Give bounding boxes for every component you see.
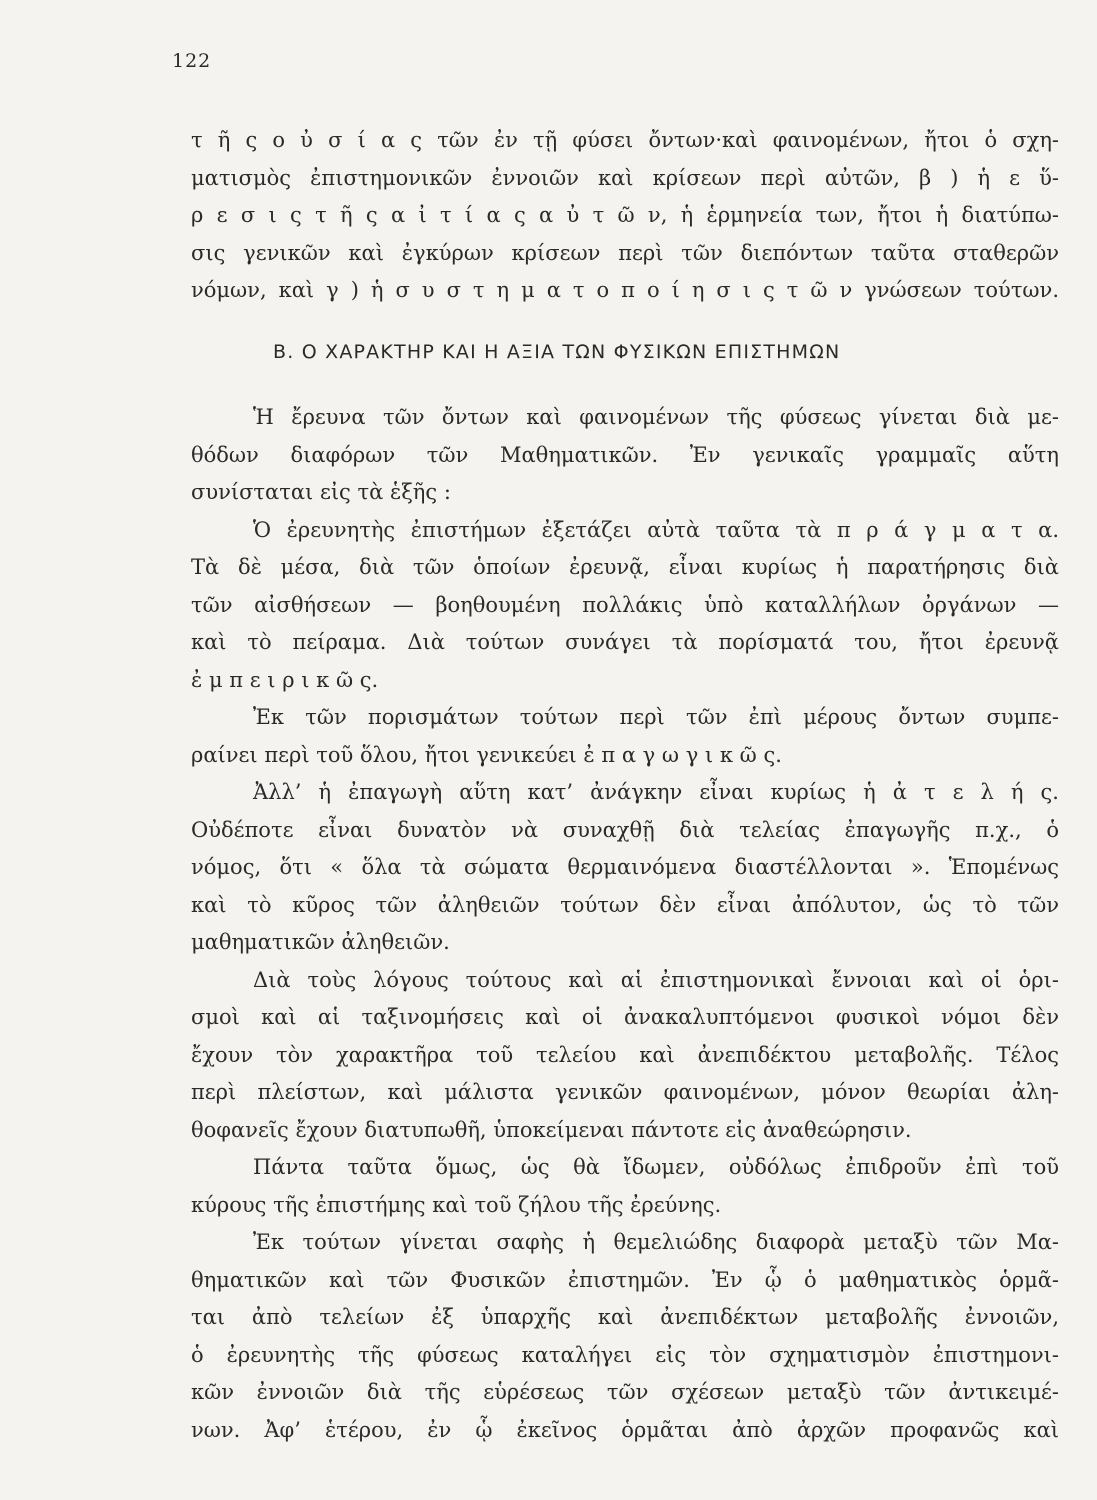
text-line: Ἐκ τῶν πορισμάτων τούτων περὶ τῶν ἐπὶ μέρους ὄντων συμπε- [253, 705, 1059, 730]
text-line: θόδων διαφόρων τῶν Μαθηματικῶν. Ἐν γενικαῖς γραμμαῖς αὕτη [191, 442, 1059, 467]
text-line: συνίσταται εἰς τὰ ἑξῆς : [191, 480, 451, 505]
text-line: ματισμὸς ἐπιστημονικῶν ἐννοιῶν καὶ κρίσεων περὶ αὐτῶν, β ) ἡ ε ὕ- [191, 165, 1059, 190]
text-line: Ἐκ τούτων γίνεται σαφὴς ἡ θεμελιώδης διαφορὰ μεταξὺ τῶν Μα- [253, 1230, 1059, 1255]
text-line: καὶ τὸ κῦρος τῶν ἀληθειῶν τούτων δὲν εἶναι ἀπόλυτον, ὡς τὸ τῶν [191, 892, 1059, 917]
text-line: μαθηματικῶν ἀληθειῶν. [191, 930, 450, 955]
text-block [191, 122, 1059, 1449]
text-line: νων. Ἀφ’ ἑτέρου, ἐν ᾧ ἐκεῖνος ὁρμᾶται ἀπὸ ἀρχῶν προφανῶς καὶ [191, 1417, 1059, 1442]
text-line: νόμος, ὅτι « ὅλα τὰ σώματα θερμαινόμενα διαστέλλονται ». Ἑπομένως [191, 855, 1059, 880]
section-heading: Β. Ο ΧΑΡΑΚΤΗΡ ΚΑΙ Η ΑΞΙΑ ΤΩΝ ΦΥΣΙΚΩΝ ΕΠΙΣΤΗΜΩΝ [273, 340, 841, 363]
text-line: θοφανεῖς ἔχουν διατυπωθῆ, ὑποκείμεναι πάντοτε εἰς ἀναθεώρησιν. [191, 1117, 912, 1142]
text-line: τ ῆ ς ο ὐ σ ί α ς τῶν ἐν τῇ φύσει ὄντων·καὶ φαινομένων, ἤτοι ὁ σχη- [191, 128, 1059, 152]
text-line: Τὰ δὲ μέσα, διὰ τῶν ὁποίων ἐρευνᾷ, εἶναι κυρίως ἡ παρατήρησις διὰ [191, 555, 1059, 580]
text-line: νόμων, καὶ γ ) ἡ σ υ σ τ η μ α τ ο π ο ί η σ ι ς τ ῶ ν γνώσεων τούτων. [191, 278, 1059, 302]
text-line: περὶ πλείστων, καὶ μάλιστα γενικῶν φαινομένων, μόνον θεωρίαι ἀλη- [191, 1080, 1059, 1105]
text-line: ται ἀπὸ τελείων ἐξ ὑπαρχῆς καὶ ἀνεπιδέκτων μεταβολῆς ἐννοιῶν, [191, 1305, 1059, 1330]
body-paragraphs [191, 399, 1059, 1449]
text-line: ἔχουν τὸν χαρακτῆρα τοῦ τελείου καὶ ἀνεπιδέκτου μεταβολῆς. Τέλος [191, 1042, 1059, 1067]
text-line: Ἡ ἔρευνα τῶν ὄντων καὶ φαινομένων τῆς φύσεως γίνεται διὰ με- [253, 405, 1059, 430]
text-line: Διὰ τοὺς λόγους τούτους καὶ αἱ ἐπιστημονικαὶ ἔννοιαι καὶ οἱ ὁρι- [253, 967, 1059, 992]
text-line: ὁ ἐρευνητὴς τῆς φύσεως καταλήγει εἰς τὸν σχηματισμὸν ἐπιστημονι- [191, 1342, 1059, 1367]
text-line: σμοὶ καὶ αἱ ταξινομήσεις καὶ οἱ ἀνακαλυπτόμενοι φυσικοὶ νόμοι δὲν [191, 1005, 1059, 1030]
text-line: Ὁ ἐρευνητὴς ἐπιστήμων ἐξετάζει αὐτὰ ταῦτα τὰ π ρ ά γ μ α τ α. [253, 517, 1059, 542]
text-line: σις γενικῶν καὶ ἐγκύρων κρίσεων περὶ τῶν διεπόντων ταῦτα σταθερῶν [191, 240, 1059, 265]
text-line: Οὐδέποτε εἶναι δυνατὸν νὰ συναχθῇ διὰ τελείας ἐπαγωγῆς π.χ., ὁ [191, 817, 1059, 842]
text-line: καὶ τὸ πείραμα. Διὰ τούτων συνάγει τὰ πορίσματά του, ἤτοι ἐρευνᾷ [191, 630, 1059, 655]
text-line: θηματικῶν καὶ τῶν Φυσικῶν ἐπιστημῶν. Ἐν ᾧ ὁ μαθηματικὸς ὁρμᾶ- [191, 1267, 1059, 1292]
text-line: Πάντα ταῦτα ὅμως, ὡς θὰ ἴδωμεν, οὐδόλως ἐπιδροῦν ἐπὶ τοῦ [253, 1155, 1059, 1180]
intro-paragraph [191, 122, 1059, 310]
page-number: 122 [172, 50, 212, 72]
text-line: ραίνει περὶ τοῦ ὅλου, ἤτοι γενικεύει ἐ π α γ ω γ ι κ ῶ ς. [191, 742, 782, 767]
text-line: κύρους τῆς ἐπιστήμης καὶ τοῦ ζήλου τῆς ἐρεύνης. [191, 1192, 722, 1217]
text-line: ρ ε σ ι ς τ ῆ ς α ἰ τ ί α ς α ὐ τ ῶ ν, ἡ ἑρμηνεία των, ἤτοι ἡ διατύπω- [191, 203, 1059, 227]
text-line: Ἀλλ’ ἡ ἐπαγωγὴ αὕτη κατ’ ἀνάγκην εἶναι κυρίως ἡ ἀ τ ε λ ή ς. [253, 780, 1059, 805]
text-line: κῶν ἐννοιῶν διὰ τῆς εὑρέσεως τῶν σχέσεων μεταξὺ τῶν ἀντικειμέ- [191, 1380, 1059, 1405]
text-line: τῶν αἰσθήσεων — βοηθουμένη πολλάκις ὑπὸ καταλλήλων ὀργάνων — [191, 592, 1059, 617]
text-line: ἐ μ π ε ι ρ ι κ ῶ ς. [191, 667, 379, 692]
